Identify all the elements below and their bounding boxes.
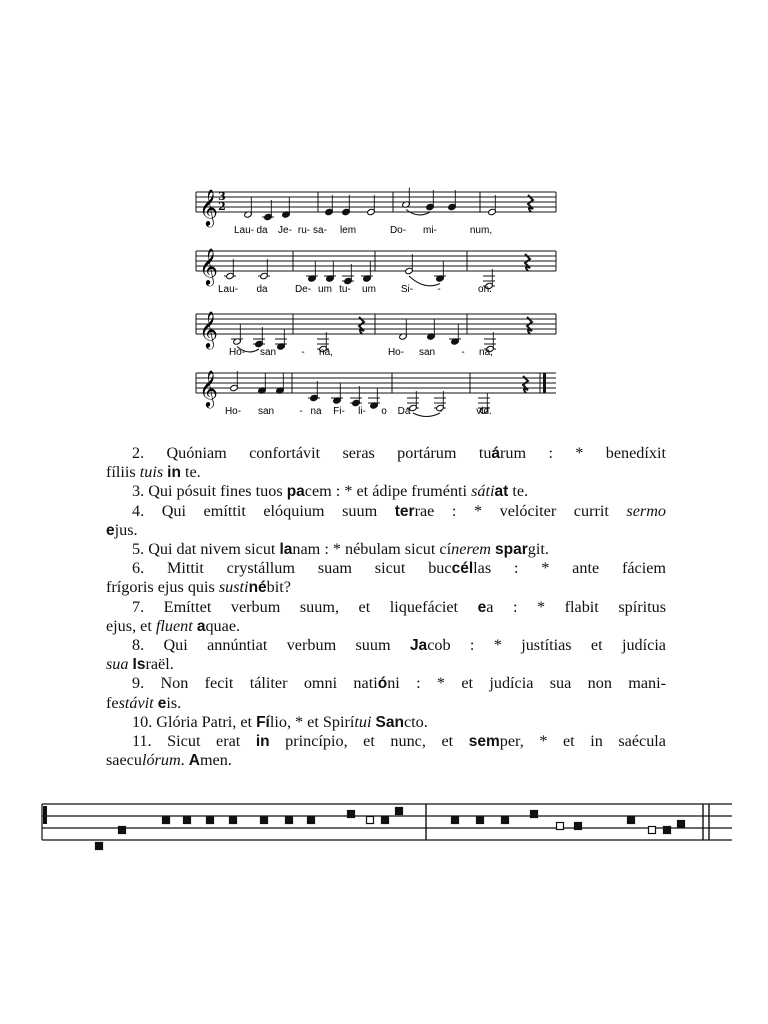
lyric-syllable: da (256, 225, 268, 236)
punctum (678, 821, 685, 828)
lyric-syllable: Do- (389, 225, 407, 236)
accent-syllable: Fí (256, 713, 270, 731)
punctum (664, 827, 671, 834)
verse-text: git. (527, 540, 549, 559)
lyric-syllable: sa- (313, 225, 327, 236)
quarter-rest (359, 317, 364, 334)
quarter-note (308, 381, 320, 402)
accent-syllable: e (477, 598, 487, 616)
verse-text: a : * flabit spíritus (486, 597, 667, 616)
half-note (230, 371, 239, 392)
verse-text: raël. (145, 655, 174, 674)
verse-line (106, 559, 666, 578)
accent-syllable: a (196, 617, 206, 635)
lyric-syllable: um (318, 284, 332, 295)
accent-syllable: á (491, 445, 501, 462)
accent-syllable: pa (286, 483, 305, 501)
chant-staff-group (42, 804, 732, 850)
lyric-syllable: Lau- (217, 284, 239, 295)
verse-line (106, 636, 666, 655)
lyric-syllable: ru- (297, 225, 311, 236)
hollow-punctum (649, 827, 656, 834)
accent-syllable: Ja (409, 637, 428, 655)
verse-line (106, 540, 666, 559)
punctum (184, 817, 191, 824)
accent-syllable: in (255, 733, 270, 751)
accent-syllable: ó (377, 675, 388, 693)
verse-text: men. (199, 751, 232, 770)
time-signature-bottom: 2 (218, 200, 226, 213)
lyric-syllable: vid. (476, 406, 492, 417)
quarter-note (350, 386, 362, 407)
verse-text: ni : * et judícia sua non mani- (387, 674, 667, 693)
quarter-rest (527, 317, 532, 334)
quarter-note (342, 195, 351, 216)
verse-line (106, 617, 666, 636)
punctum (502, 817, 509, 824)
verse-text: frígoris ejus quis (106, 578, 219, 597)
lyric-syllable: Ho- (224, 406, 242, 417)
lyric-syllable: Ho- (387, 347, 405, 358)
verse-text: cem : * et ádipe fruménti (304, 482, 472, 501)
lyric-syllable: lem (339, 225, 357, 236)
quarter-note (275, 330, 287, 351)
punctum (348, 811, 355, 818)
accent-syllable: la (279, 541, 293, 559)
lyric-syllable: tu- (339, 284, 351, 295)
quarter-note (262, 200, 274, 221)
slur (413, 413, 440, 417)
lyric-syllable: san (257, 406, 275, 417)
lyric-syllable: - (301, 347, 305, 358)
italic-syllables: nerem (451, 540, 491, 559)
quarter-note (306, 262, 318, 283)
verse-text: quae. (205, 616, 241, 635)
accent-syllable: at (494, 483, 509, 501)
punctum (261, 817, 268, 824)
accent-syllable: Is (132, 656, 146, 674)
verse-line (106, 463, 666, 482)
verse-line (106, 674, 666, 693)
punctum (308, 817, 315, 824)
quarter-note (282, 198, 291, 219)
verse-text: te. (508, 482, 529, 501)
italic-syllables: sáti (471, 482, 495, 501)
verse-text: cto. (403, 712, 428, 731)
psalm-verses (106, 444, 666, 770)
accent-syllable: A (188, 752, 200, 770)
verse-text: is. (166, 693, 182, 712)
lyric-syllable: mi- (423, 225, 437, 236)
punctum (477, 817, 484, 824)
verse-line (106, 694, 666, 713)
lyric-syllable: na, (479, 347, 493, 358)
punctum (575, 823, 582, 830)
half-note (224, 259, 236, 280)
verse-text: jus. (114, 520, 138, 539)
verse-line (106, 444, 666, 463)
lyric-syllable: Si- (400, 284, 414, 295)
verse-line (106, 655, 666, 674)
verse-text: per, * et in saécula (499, 732, 666, 751)
verse-text: 8. Qui annúntiat verbum suum (132, 636, 410, 655)
quarter-note (449, 325, 461, 346)
quarter-note (331, 384, 343, 405)
italic-syllables: stávit (118, 693, 154, 712)
punctum (286, 817, 293, 824)
verse-text: 11. Sicut erat (132, 732, 256, 751)
verse-text: 7. Emíttet verbum suum, et liquefáciet (132, 597, 478, 616)
verse-text: cob : * justítias et judícia (427, 636, 666, 655)
lyric-syllable: on. (478, 284, 492, 295)
staff-system-4 (196, 369, 556, 417)
accent-syllable: sem (468, 733, 500, 751)
verse-line (106, 732, 666, 751)
verse-text: 5. Qui dat nivem sicut (132, 540, 280, 559)
verse-text: 4. Qui emíttit elóquium suum (132, 501, 395, 520)
verse-text: 6. Mittit crystállum suam sicut buc (132, 559, 452, 578)
lyric-syllable: De- (294, 284, 312, 295)
half-note (367, 195, 376, 216)
verse-text: ejus, et (106, 616, 156, 635)
lyric-syllable: - (461, 347, 465, 358)
lyric-syllable: Je- (278, 225, 292, 236)
lyric-syllable: Fi- (333, 406, 345, 417)
lyric-syllable: Ho- (228, 347, 246, 358)
italic-syllables: fluent (155, 616, 193, 635)
punctum (628, 817, 635, 824)
accent-syllable: spar (495, 541, 528, 559)
slur (409, 276, 440, 286)
lyric-syllable: na, (319, 347, 333, 358)
quarter-note (325, 195, 334, 216)
quarter-note (368, 389, 380, 410)
accent-syllable: cél (451, 560, 474, 578)
verse-text: te. (180, 463, 201, 482)
quarter-note (448, 190, 457, 211)
modern-notation-score (0, 0, 768, 440)
quarter-note (258, 374, 267, 395)
time-signature-top: 3 (218, 190, 226, 203)
punctum (452, 817, 459, 824)
lyric-syllable: san (259, 347, 277, 358)
verse-text: lio, * et Spirí (269, 712, 355, 731)
lyric-syllable: na (310, 406, 322, 417)
verse-text: fe (106, 693, 119, 712)
quarter-note (426, 190, 435, 211)
verse-text: nam : * nébulam sicut cí (292, 540, 452, 559)
treble-clef: 𝄞 (199, 247, 218, 285)
lyric-syllable: da (256, 284, 268, 295)
hollow-punctum (557, 823, 564, 830)
quarter-rest (525, 254, 530, 271)
punctum (382, 817, 389, 824)
lyric-syllable: - (439, 406, 443, 417)
verse-text: . (180, 751, 189, 770)
staff-system-1 (196, 188, 556, 237)
accent-syllable: ter (394, 502, 415, 520)
quarter-rest (523, 376, 528, 393)
verse-text: princípio, et nunc, et (269, 732, 469, 751)
half-note (231, 325, 243, 346)
verse-line (106, 751, 666, 770)
verse-line (106, 521, 666, 540)
treble-clef: 𝄞 (199, 310, 218, 348)
quarter-note (434, 262, 446, 283)
quarter-note (324, 262, 336, 283)
verse-text: 9. Non fecit táliter omni nati (132, 674, 378, 693)
quarter-rest (528, 195, 533, 212)
quarter-note (276, 374, 285, 395)
lyric-syllable: - (299, 406, 303, 417)
quarter-note (342, 264, 354, 285)
accent-syllable: e (157, 694, 167, 712)
treble-clef: 𝄞 (199, 369, 218, 407)
verse-line (106, 578, 666, 597)
verse-line (106, 713, 666, 732)
staff-system-2 (196, 247, 556, 295)
verse-text: 2. Quóniam confortávit seras portárum tu (132, 444, 492, 462)
lyric-syllable: um (362, 284, 376, 295)
verse-text: rae : * velóciter currit (414, 501, 627, 520)
half-note (244, 198, 253, 219)
punctum (396, 808, 403, 815)
verse-text: fíliis (106, 463, 140, 482)
lyric-syllable: Lau- (233, 225, 255, 236)
quarter-note (253, 327, 265, 348)
italic-syllables: tui (354, 712, 372, 731)
half-note (405, 254, 414, 275)
italic-syllables: sermo (626, 501, 666, 520)
italic-syllables: lórum (141, 751, 181, 770)
verse-text: bit? (266, 578, 291, 597)
treble-clef: 𝄞 (199, 188, 218, 226)
italic-syllables: sua (106, 655, 129, 674)
italic-syllables: susti (218, 578, 249, 597)
staff-system-3 (196, 310, 556, 358)
verse-text: 3. Qui pósuit fines tuos (132, 482, 287, 501)
verse-line (106, 598, 666, 617)
psalm-tone-chant-staff (0, 780, 768, 860)
lyric-syllable: num, (469, 225, 493, 236)
half-note (399, 320, 408, 341)
accent-syllable: e (106, 521, 115, 539)
punctum (163, 817, 170, 824)
lyric-syllable: li- (358, 406, 366, 417)
accent-syllable: San (375, 713, 404, 731)
half-note (402, 188, 411, 209)
punctum (230, 817, 237, 824)
accent-syllable: né (248, 579, 267, 597)
verse-line (106, 482, 666, 501)
punctum (531, 811, 538, 818)
punctum (207, 817, 214, 824)
lyric-syllable: san (418, 347, 436, 358)
punctum (119, 827, 126, 834)
hollow-punctum (367, 817, 374, 824)
half-note (258, 259, 270, 280)
c-clef (43, 806, 47, 824)
final-thick-barline (543, 373, 546, 393)
quarter-note (427, 320, 436, 341)
lyric-syllable: Da (397, 406, 411, 417)
verse-line (106, 502, 666, 521)
verse-text: las : * ante fáciem (473, 559, 666, 578)
lyric-syllable: o (381, 406, 387, 417)
italic-syllables: tuis (139, 463, 164, 482)
half-note (488, 195, 497, 216)
verse-text: 10. Glória Patri, et (132, 712, 257, 731)
accent-syllable: in (167, 464, 181, 482)
quarter-note (361, 262, 373, 283)
lyric-syllable: - (437, 284, 441, 295)
verse-text: rum : * benedíxit (500, 444, 666, 462)
verse-text: saecu (106, 751, 142, 770)
punctum (96, 843, 103, 850)
